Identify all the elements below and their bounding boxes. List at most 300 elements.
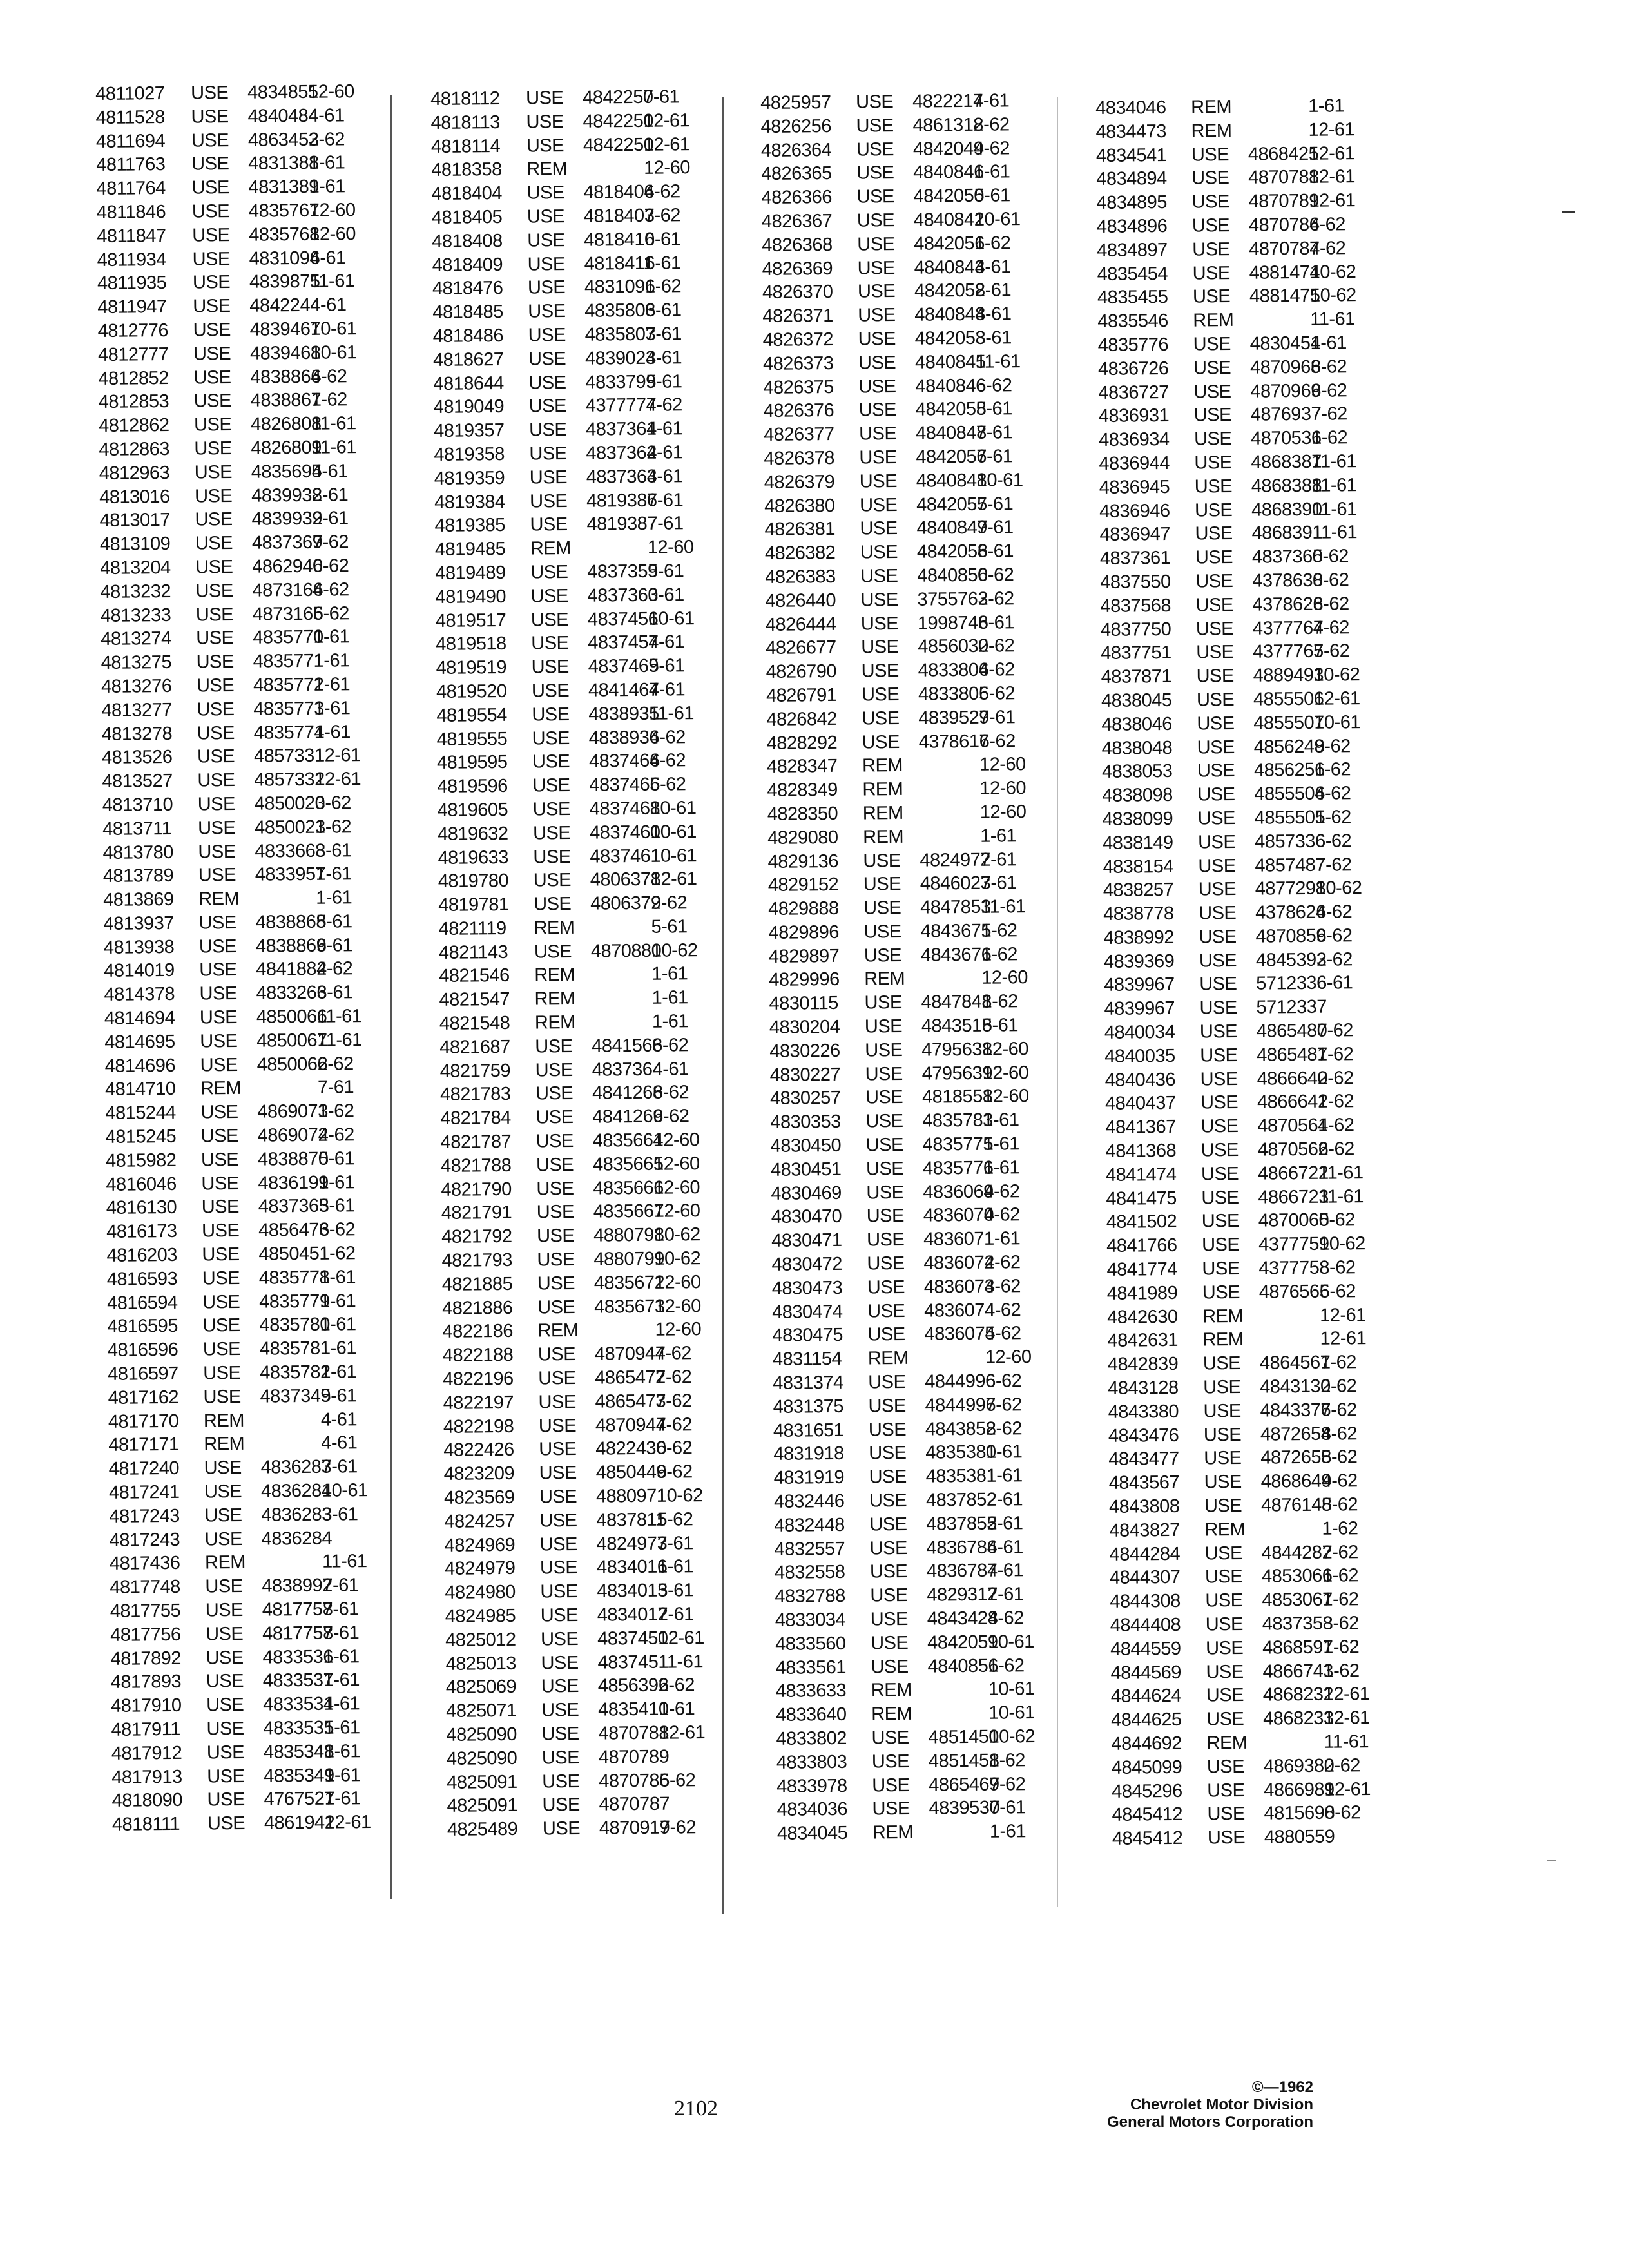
action-code: USE xyxy=(1193,405,1232,426)
old-part-number: 4838046 xyxy=(1101,713,1172,735)
action-code: USE xyxy=(1195,523,1233,544)
action-code: REM xyxy=(526,159,568,180)
action-code: USE xyxy=(1193,333,1231,355)
old-part-number: 4818114 xyxy=(430,135,501,157)
replacement-part-number: 4835666 xyxy=(593,1177,664,1199)
change-date: 1-62 xyxy=(1322,1518,1358,1539)
change-date: 12-60 xyxy=(647,537,694,558)
old-part-number: 4819596 xyxy=(437,776,508,798)
change-date: 4-61 xyxy=(974,256,1011,278)
change-date: 3-62 xyxy=(314,816,352,838)
change-date: 1-62 xyxy=(1322,1565,1359,1587)
replacement-part-number: 4835780 xyxy=(259,1314,331,1336)
change-date: 1-61 xyxy=(989,1821,1027,1842)
replacement-part-number: 4835776 xyxy=(922,1157,994,1179)
action-code: USE xyxy=(197,698,235,720)
change-date: 10-61 xyxy=(988,1702,1035,1724)
replacement-part-number: 4842055 xyxy=(915,399,987,421)
replacement-part-number: 4850020 xyxy=(254,793,325,814)
old-part-number: 4811027 xyxy=(95,82,165,104)
old-part-number: 4821885 xyxy=(441,1273,513,1295)
replacement-part-number: 4835349 xyxy=(264,1765,334,1787)
change-date: 6-62 xyxy=(1320,1399,1357,1421)
change-date: 8-62 xyxy=(1324,1802,1361,1824)
action-code: USE xyxy=(526,88,564,109)
action-code: USE xyxy=(864,992,902,1014)
replacement-part-number: 4836073 xyxy=(923,1276,995,1298)
action-code: USE xyxy=(539,1510,577,1532)
change-date: 6-61 xyxy=(977,541,1014,562)
replacement-part-number: 4870536 xyxy=(1250,427,1322,449)
old-part-number: 4811935 xyxy=(97,273,167,294)
action-code: USE xyxy=(541,1676,579,1697)
replacement-part-number: 4836199 xyxy=(258,1172,329,1194)
old-part-number: 4821784 xyxy=(440,1108,511,1129)
old-part-number: 4834894 xyxy=(1096,168,1167,190)
old-part-number: 4830450 xyxy=(770,1135,842,1157)
old-part-number: 4844692 xyxy=(1111,1733,1182,1754)
replacement-part-number: 4834016 xyxy=(596,1556,668,1579)
action-code: USE xyxy=(1192,262,1230,284)
old-part-number: 4839967 xyxy=(1104,974,1175,996)
old-part-number: 4825091 xyxy=(447,1795,518,1817)
change-date: 5-62 xyxy=(659,1769,696,1791)
action-code: USE xyxy=(1207,1803,1245,1825)
action-code: USE xyxy=(858,352,896,374)
change-date: 4-62 xyxy=(644,181,680,203)
replacement-part-number: 4831094 xyxy=(249,247,320,269)
action-code: USE xyxy=(539,1557,578,1579)
action-code: USE xyxy=(526,111,564,133)
change-date: 10-62 xyxy=(651,939,698,961)
action-code: USE xyxy=(1200,1068,1238,1090)
replacement-part-number: 4862940 xyxy=(252,555,323,577)
action-code: USE xyxy=(856,209,895,231)
old-part-number: 4813276 xyxy=(101,675,172,697)
change-date: 4-62 xyxy=(985,1323,1021,1345)
replacement-part-number: 4837369 xyxy=(251,532,323,553)
replacement-part-number: 4837461 xyxy=(590,845,661,867)
change-date: 11-61 xyxy=(1324,1731,1369,1753)
action-code: USE xyxy=(1192,238,1230,260)
replacement-part-number: 4819387 xyxy=(586,513,658,535)
change-date: 3-62 xyxy=(314,793,351,814)
action-code: USE xyxy=(1197,831,1236,853)
action-code: REM xyxy=(1206,1732,1248,1754)
change-date: 12-61 xyxy=(1309,166,1356,188)
old-part-number: 4819049 xyxy=(433,396,505,418)
change-date: 7-62 xyxy=(989,1773,1026,1795)
action-code: USE xyxy=(865,1111,903,1132)
replacement-part-number: 4835771 xyxy=(253,650,324,672)
action-code: USE xyxy=(202,1291,240,1313)
old-part-number: 4826790 xyxy=(766,661,837,683)
action-code: USE xyxy=(1202,1353,1241,1374)
replacement-part-number: 4864567 xyxy=(1259,1352,1331,1374)
action-code: REM xyxy=(872,1822,914,1843)
old-part-number: 4826371 xyxy=(762,305,833,327)
replacement-part-number: 4870789 xyxy=(1248,190,1320,212)
old-part-number: 4830204 xyxy=(769,1016,840,1039)
old-part-number: 4844559 xyxy=(1110,1638,1181,1660)
action-code: USE xyxy=(529,443,567,465)
change-date: 12-61 xyxy=(1308,142,1355,164)
old-part-number: 4818405 xyxy=(431,206,503,228)
replacement-part-number: 4876148 xyxy=(1260,1494,1332,1516)
replacement-part-number: 4842057 xyxy=(916,494,987,515)
change-date: 3-61 xyxy=(645,300,682,321)
action-code: USE xyxy=(1199,997,1237,1019)
action-code: USE xyxy=(532,822,571,844)
action-code: USE xyxy=(1191,168,1229,189)
change-date: 6-62 xyxy=(656,1437,693,1459)
old-part-number: 4838098 xyxy=(1102,785,1173,807)
old-part-number: 4843128 xyxy=(1108,1377,1179,1399)
old-part-number: 4813710 xyxy=(102,794,173,816)
replacement-part-number: 4838868 xyxy=(255,911,327,933)
replacement-part-number: 4842050 xyxy=(913,185,985,207)
change-date: 1-61 xyxy=(986,1465,1023,1486)
old-part-number: 4816203 xyxy=(106,1244,178,1266)
action-code: USE xyxy=(198,912,236,934)
replacement-part-number: 4870060 xyxy=(1258,1210,1329,1232)
action-code: USE xyxy=(195,509,233,530)
change-date: 11-61 xyxy=(316,1006,362,1027)
change-date: 7-61 xyxy=(980,872,1017,894)
old-part-number: 4829996 xyxy=(769,969,840,991)
change-date: 2-62 xyxy=(1317,1091,1354,1113)
action-code: USE xyxy=(200,1054,238,1076)
action-code: USE xyxy=(207,1789,245,1811)
change-date: 6-62 xyxy=(976,374,1012,396)
old-part-number: 4817241 xyxy=(108,1481,180,1503)
old-part-number: 4841474 xyxy=(1105,1164,1177,1186)
replacement-part-number: 4842250 xyxy=(583,134,654,156)
change-date: 12-60 xyxy=(655,1295,701,1317)
action-code: USE xyxy=(1200,1140,1239,1161)
action-code: USE xyxy=(869,1443,907,1464)
action-code: USE xyxy=(195,533,233,554)
replacement-part-number: 4880971 xyxy=(595,1485,667,1507)
change-date: 6-61 xyxy=(974,161,1010,183)
old-part-number: 4821792 xyxy=(441,1226,512,1248)
old-part-number: 4819520 xyxy=(436,680,507,702)
old-part-number: 4825069 xyxy=(445,1677,517,1698)
replacement-part-number: 4843377 xyxy=(1260,1399,1331,1421)
old-part-number: 4817892 xyxy=(110,1648,182,1669)
change-date: 7-62 xyxy=(655,1367,692,1388)
replacement-part-number: 4868233 xyxy=(1263,1707,1334,1729)
replacement-part-number: 4872655 xyxy=(1260,1447,1331,1469)
change-date: 2-62 xyxy=(1320,1376,1357,1397)
old-part-number: 4818486 xyxy=(432,325,504,347)
copyright-credit xyxy=(1107,2079,1313,2131)
action-code: USE xyxy=(1197,760,1235,782)
action-code: REM xyxy=(204,1434,245,1455)
change-date: 4-62 xyxy=(973,137,1010,159)
change-date: 10-61 xyxy=(310,341,357,363)
old-part-number: 4813017 xyxy=(99,510,171,532)
action-code: USE xyxy=(863,945,902,966)
action-code: USE xyxy=(858,328,896,350)
old-part-number: 4828347 xyxy=(766,756,838,778)
old-part-number: 4813275 xyxy=(101,652,172,674)
change-date: 4-62 xyxy=(1309,238,1346,259)
replacement-part-number: 4795639 xyxy=(921,1062,993,1084)
replacement-part-number: 4831096 xyxy=(584,276,655,298)
replacement-part-number: 4861318 xyxy=(912,114,984,136)
replacement-part-number: 4767527 xyxy=(264,1788,335,1810)
old-part-number: 4816593 xyxy=(106,1268,178,1290)
action-code: USE xyxy=(204,1457,242,1479)
action-code: USE xyxy=(1201,1187,1239,1209)
replacement-part-number: 4870919 xyxy=(599,1817,670,1839)
replacement-part-number: 4865480 xyxy=(1256,1020,1327,1042)
replacement-part-number: 4835772 xyxy=(253,674,324,696)
replacement-part-number: 4837460 xyxy=(589,822,660,843)
replacement-part-number: 4870789 xyxy=(598,1746,670,1768)
old-part-number: 4825071 xyxy=(446,1700,517,1722)
old-part-number: 4826379 xyxy=(764,471,835,493)
replacement-part-number: 4834017 xyxy=(597,1604,668,1626)
old-part-number: 4841502 xyxy=(1106,1211,1177,1233)
replacement-part-number: 4840847 xyxy=(915,422,987,444)
old-part-number: 4826381 xyxy=(764,519,836,541)
replacement-part-number: 4377774 xyxy=(585,395,657,417)
action-code: REM xyxy=(204,1552,246,1573)
old-part-number: 4841989 xyxy=(1106,1282,1178,1304)
action-code: USE xyxy=(200,1102,238,1123)
replacement-part-number: 4818406 xyxy=(583,181,655,203)
change-date: 7-61 xyxy=(647,489,684,511)
action-code: USE xyxy=(1205,1637,1244,1659)
old-part-number: 4826677 xyxy=(766,637,836,659)
change-date: 4-62 xyxy=(985,1299,1021,1321)
old-part-number: 4819359 xyxy=(434,467,505,489)
action-code: USE xyxy=(191,153,229,175)
replacement-part-number: 4843852 xyxy=(925,1418,996,1440)
action-code: USE xyxy=(198,841,236,863)
change-date: 2-62 xyxy=(1316,948,1353,970)
old-part-number: 4821548 xyxy=(439,1012,510,1035)
replacement-part-number: 4845393 xyxy=(1255,949,1327,971)
replacement-part-number: 4842059 xyxy=(927,1631,998,1653)
old-part-number: 4831919 xyxy=(773,1467,845,1489)
replacement-part-number: 4836075 xyxy=(924,1323,996,1345)
change-date: 2-62 xyxy=(978,588,1014,610)
change-date: 10-62 xyxy=(653,1224,700,1245)
change-date: 7-62 xyxy=(1311,403,1347,425)
change-date: 3-61 xyxy=(657,1532,693,1554)
action-code: USE xyxy=(1193,428,1232,450)
action-code: USE xyxy=(540,1604,579,1626)
action-code: REM xyxy=(862,779,903,800)
replacement-part-number: 4837457 xyxy=(588,631,659,654)
old-part-number: 4833640 xyxy=(776,1704,847,1726)
replacement-part-number: 4865481 xyxy=(1257,1044,1327,1066)
change-date: 6-62 xyxy=(658,1675,695,1696)
replacement-part-number: 4837359 xyxy=(587,561,658,582)
replacement-part-number: 4866723 xyxy=(1258,1186,1329,1208)
action-code: USE xyxy=(194,461,233,483)
change-date: 10-61 xyxy=(650,797,697,819)
change-date: 11-61 xyxy=(1311,451,1357,472)
replacement-part-number: 4818558 xyxy=(921,1086,993,1108)
replacement-part-number: 4868232 xyxy=(1262,1684,1334,1706)
old-part-number: 4821547 xyxy=(439,989,510,1011)
change-date: 6-62 xyxy=(1319,1281,1356,1302)
replacement-part-number: 4870944 xyxy=(594,1343,666,1365)
change-date: 1-61 xyxy=(657,1556,694,1578)
replacement-part-number: 4378624 xyxy=(1255,901,1326,923)
action-code: USE xyxy=(865,1087,903,1108)
change-date: 1-62 xyxy=(1320,1352,1357,1373)
change-date: 6-62 xyxy=(985,1370,1022,1392)
action-code: USE xyxy=(858,399,897,421)
old-part-number: 4822198 xyxy=(443,1416,514,1437)
old-part-number: 4824979 xyxy=(444,1558,516,1580)
change-date: 5-61 xyxy=(981,1015,1019,1036)
old-part-number: 4811846 xyxy=(96,201,166,223)
old-part-number: 4816594 xyxy=(107,1292,178,1314)
replacement-part-number: 4870788 xyxy=(598,1722,670,1744)
action-code: USE xyxy=(197,770,235,791)
replacement-part-number: 4870859 xyxy=(1255,925,1327,947)
replacement-part-number: 4835807 xyxy=(584,323,656,345)
old-part-number: 4816130 xyxy=(106,1197,177,1219)
action-code: USE xyxy=(1195,594,1233,616)
action-code: USE xyxy=(1196,689,1235,711)
action-code: USE xyxy=(542,1771,580,1792)
action-code: USE xyxy=(859,470,898,492)
action-code: USE xyxy=(863,874,901,895)
change-date: 7-62 xyxy=(1322,1541,1358,1563)
action-code: USE xyxy=(542,1794,580,1816)
old-part-number: 4831374 xyxy=(773,1372,843,1394)
replacement-part-number: 4856251 xyxy=(1253,759,1325,781)
change-date: 8-62 xyxy=(988,1749,1026,1771)
action-code: USE xyxy=(202,1267,240,1289)
replacement-part-number: 4824977 xyxy=(596,1533,668,1555)
old-part-number: 4845296 xyxy=(1112,1780,1182,1802)
old-part-number: 4814694 xyxy=(104,1007,175,1030)
replacement-part-number: 4836283 xyxy=(260,1456,332,1478)
replacement-part-number: 4835348 xyxy=(263,1741,334,1763)
action-code: USE xyxy=(861,660,899,682)
action-code: REM xyxy=(1191,120,1232,142)
action-code: USE xyxy=(1203,1424,1242,1446)
action-code: REM xyxy=(1191,96,1232,118)
old-part-number: 4813109 xyxy=(99,533,171,555)
change-date: 4-61 xyxy=(645,347,682,369)
replacement-part-number: 4829312 xyxy=(927,1584,998,1606)
change-date: 4-61 xyxy=(973,90,1010,111)
change-date: 6-62 xyxy=(978,659,1015,680)
action-code: USE xyxy=(199,983,237,1004)
old-part-number: 4844625 xyxy=(1111,1709,1182,1731)
action-code: USE xyxy=(206,1742,245,1763)
change-date: 10-62 xyxy=(1309,261,1356,283)
change-date: 12-61 xyxy=(650,869,697,890)
old-part-number: 4818113 xyxy=(430,111,500,133)
change-date: 7-62 xyxy=(1317,1044,1354,1065)
old-part-number: 4834473 xyxy=(1095,120,1167,142)
old-part-number: 4811694 xyxy=(95,130,166,152)
change-date: 12-60 xyxy=(655,1319,702,1341)
action-code: USE xyxy=(856,139,894,160)
change-date: 12-61 xyxy=(1320,1328,1367,1350)
change-date: 6-62 xyxy=(652,1082,689,1104)
replacement-part-number: 4833957 xyxy=(255,863,326,885)
change-date: 1-61 xyxy=(320,1290,356,1312)
replacement-part-number: 4842049 xyxy=(912,138,984,160)
action-code: USE xyxy=(196,675,235,697)
action-code: USE xyxy=(868,1371,906,1393)
old-part-number: 4837550 xyxy=(1100,571,1171,593)
change-date: 1-61 xyxy=(309,152,345,174)
old-part-number: 4838154 xyxy=(1103,856,1174,878)
old-part-number: 4832557 xyxy=(774,1538,845,1560)
action-code: USE xyxy=(206,1718,244,1740)
change-date: 10-61 xyxy=(974,209,1021,230)
replacement-part-number: 4880798 xyxy=(593,1224,664,1246)
old-part-number: 4821793 xyxy=(441,1249,513,1271)
old-part-number: 4812863 xyxy=(99,438,170,460)
old-part-number: 4841475 xyxy=(1106,1187,1177,1209)
change-date: 11-61 xyxy=(311,413,356,434)
old-part-number: 4842630 xyxy=(1107,1306,1178,1328)
action-code: USE xyxy=(539,1486,577,1508)
change-date: 12-61 xyxy=(1308,119,1355,140)
old-part-number: 4821143 xyxy=(438,941,508,963)
old-part-number: 4817240 xyxy=(108,1458,180,1480)
change-date: 1-61 xyxy=(324,1764,361,1786)
change-date: 1-61 xyxy=(983,1110,1019,1131)
old-part-number: 4829152 xyxy=(767,874,839,896)
change-date: 4-61 xyxy=(321,1432,358,1454)
change-date: 6-61 xyxy=(309,247,346,269)
action-code: USE xyxy=(541,1723,579,1745)
change-date: 1-62 xyxy=(981,943,1018,965)
action-code: USE xyxy=(204,1481,242,1503)
action-code: USE xyxy=(1204,1495,1242,1517)
replacement-part-number: 4842244 xyxy=(249,294,320,316)
replacement-part-number: 4833805 xyxy=(918,683,989,705)
change-date: 3-61 xyxy=(318,1195,355,1217)
replacement-part-number: 4817757 xyxy=(262,1622,333,1644)
change-date: 6-62 xyxy=(978,564,1014,586)
action-code: USE xyxy=(857,233,895,255)
action-code: USE xyxy=(857,257,895,279)
old-part-number: 4829896 xyxy=(768,921,840,943)
action-code: USE xyxy=(1196,666,1234,687)
replacement-part-number: 4838866 xyxy=(250,366,321,388)
replacement-part-number: 4869072 xyxy=(257,1124,329,1146)
old-part-number: 4829897 xyxy=(768,945,840,967)
action-code: USE xyxy=(195,580,233,602)
action-code: USE xyxy=(192,248,230,270)
parts-column-2 xyxy=(430,86,706,1842)
action-code: REM xyxy=(200,1078,242,1099)
replacement-part-number: 4836071 xyxy=(923,1228,994,1250)
action-code: USE xyxy=(204,1504,242,1526)
action-code: USE xyxy=(1191,191,1229,213)
corporation-name: General Motors Corporation xyxy=(1106,2113,1313,2131)
action-code: USE xyxy=(869,1537,908,1559)
old-part-number: 4812777 xyxy=(97,343,169,365)
action-code: USE xyxy=(1200,1092,1239,1113)
change-date: 11-61 xyxy=(1312,498,1357,520)
